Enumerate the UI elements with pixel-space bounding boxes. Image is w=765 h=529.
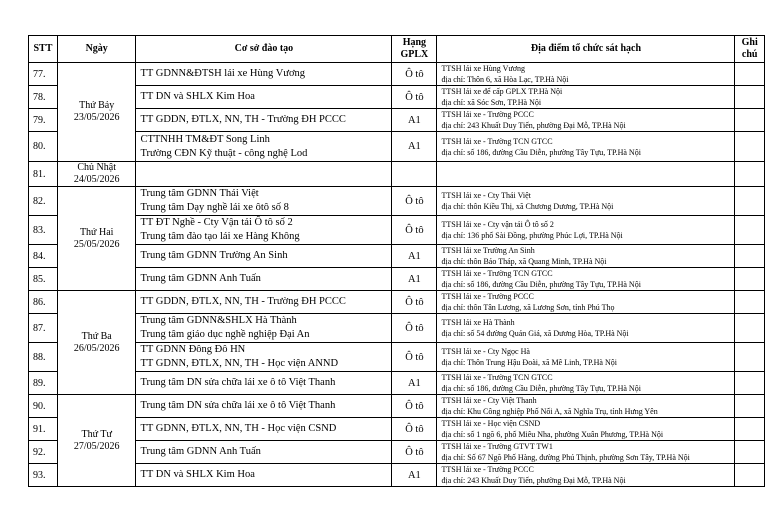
exam-location-cell xyxy=(437,268,735,291)
training-center-name: TT GDNN&ĐTSH lái xe Hùng Vương xyxy=(140,68,306,79)
row-number: 91. xyxy=(29,418,58,441)
table-row xyxy=(29,464,765,487)
note-cell xyxy=(735,86,765,109)
exam-location-cell xyxy=(437,109,735,132)
training-center-cell xyxy=(136,418,392,441)
exam-center-name: TTSH lái xe Hùng Vương xyxy=(441,64,525,73)
exam-location-cell xyxy=(437,245,735,268)
training-center-cell xyxy=(136,314,392,343)
training-center-cell xyxy=(136,291,392,314)
header-row xyxy=(29,36,765,63)
training-center-name: Trung tâm GDNN&SHLX Hà Thành xyxy=(140,315,297,326)
exam-center-name: TTSH lái xe - Trường TCN GTCC xyxy=(441,269,553,278)
exam-center-name: TTSH lái xe - Học viện CSND xyxy=(441,419,541,428)
training-center-name: TT GDNN Đông Đô HN xyxy=(140,344,246,355)
row-number: 81. xyxy=(29,162,58,187)
training-center-cell xyxy=(136,245,392,268)
row-number: 87. xyxy=(29,314,58,343)
note-cell xyxy=(735,245,765,268)
note-cell xyxy=(735,343,765,372)
license-class: Ô tô xyxy=(392,418,437,441)
row-number: 83. xyxy=(29,216,58,245)
exam-center-address: địa chỉ: thôn Tân Lương, xã Lương Sơn, tỉnh Phú Thọ xyxy=(441,303,615,312)
training-center-cell xyxy=(136,132,392,162)
training-center-name: Trung tâm GDNN Anh Tuấn xyxy=(140,446,261,457)
exam-date: 26/05/2026 xyxy=(73,342,120,354)
exam-location-cell xyxy=(437,86,735,109)
license-class: A1 xyxy=(392,109,437,132)
table-row xyxy=(29,291,765,314)
training-center-name: Trung tâm GDNN Trường An Sinh xyxy=(140,250,288,261)
exam-day-cell xyxy=(57,187,136,291)
row-number: 88. xyxy=(29,343,58,372)
exam-location-cell xyxy=(437,395,735,418)
exam-center-address: địa chỉ: số 54 đường Quán Giá, xã Dương Hòa, TP.Hà Nội xyxy=(441,329,629,338)
exam-center-address: địa chỉ: thôn Bảo Tháp, xã Quang Minh, TP.Hà Nội xyxy=(441,257,607,266)
license-class: Ô tô xyxy=(392,216,437,245)
training-center-cell xyxy=(136,63,392,86)
training-center-cell xyxy=(136,464,392,487)
exam-center-name: TTSH lái xe để cấp GPLX TP.Hà Nội xyxy=(441,87,563,96)
exam-center-address: địa chỉ: 243 Khuất Duy Tiến, phường Đại Mỗ, TP.Hà Nội xyxy=(441,476,626,485)
license-class: A1 xyxy=(392,372,437,395)
exam-center-name: TTSH lái xe - Trường TCN GTCC xyxy=(441,136,553,146)
training-center-cell xyxy=(136,268,392,291)
training-center-cell xyxy=(136,109,392,132)
table-row xyxy=(29,162,765,187)
exam-location-cell xyxy=(437,63,735,86)
exam-location-cell xyxy=(437,372,735,395)
note-cell xyxy=(735,132,765,162)
license-class: A1 xyxy=(392,268,437,291)
training-center-name: Trung tâm đào tạo lái xe Hàng Không xyxy=(140,231,300,242)
note-cell xyxy=(735,464,765,487)
exam-center-address: địa chỉ: Thôn 6, xã Hòa Lạc, TP.Hà Nội xyxy=(441,75,569,84)
exam-center-name: TTSH lái xe - Trường PCCC xyxy=(441,292,534,301)
table-row xyxy=(29,441,765,464)
license-class: A1 xyxy=(392,464,437,487)
row-number: 78. xyxy=(29,86,58,109)
training-center-name: Trung tâm GDNN Thái Việt xyxy=(140,188,259,199)
license-class: Ô tô xyxy=(392,395,437,418)
note-cell xyxy=(735,441,765,464)
exam-center-name: TTSH lái xe - Cty vận tải Ô tô số 2 xyxy=(441,220,554,229)
exam-center-name: TTSH lái xe - Cty Thái Việt xyxy=(441,191,531,200)
exam-center-address: địa chỉ: Số 67 Ngõ Phố Hàng, đường Phú Thịnh, phường Sơn Tây, TP.Hà Nội xyxy=(441,453,690,462)
table-row xyxy=(29,187,765,216)
table-row xyxy=(29,418,765,441)
row-number: 80. xyxy=(29,132,58,162)
training-center-name: Trung tâm Dạy nghề lái xe ôtô số 8 xyxy=(140,202,289,213)
training-center-cell xyxy=(136,86,392,109)
table-row xyxy=(29,63,765,86)
exam-weekday: Chủ Nhật xyxy=(77,162,116,173)
table-row xyxy=(29,314,765,343)
exam-center-name: TTSH lái xe - Trường PCCC xyxy=(441,110,534,119)
note-cell xyxy=(735,63,765,86)
table-row xyxy=(29,268,765,291)
exam-center-address: địa chỉ: 243 Khuất Duy Tiến, phường Đại Mỗ, TP.Hà Nội xyxy=(441,121,626,130)
exam-location-cell xyxy=(437,464,735,487)
row-number: 90. xyxy=(29,395,58,418)
exam-location-cell xyxy=(437,132,735,162)
training-center-name: Trung tâm GDNN Anh Tuấn xyxy=(140,273,261,284)
training-center-name: TT GDDN, ĐTLX, NN, TH - Trường ĐH PCCC xyxy=(140,114,346,125)
header-stt: STT xyxy=(29,36,58,63)
training-center-cell xyxy=(136,187,392,216)
header-training-center: Cơ sở đào tạo xyxy=(136,36,392,63)
exam-location-cell xyxy=(437,441,735,464)
header-date: Ngày xyxy=(57,36,136,63)
table-row xyxy=(29,86,765,109)
row-number: 85. xyxy=(29,268,58,291)
exam-center-address: địa chỉ: Khu Công nghiệp Phố Nối A, xã Nghĩa Trụ, tỉnh Hưng Yên xyxy=(441,407,658,416)
exam-day-cell xyxy=(57,63,136,162)
exam-center-address: địa chỉ: số 1 ngõ 6, phố Miêu Nha, phường Xuân Phương, TP.Hà Nội xyxy=(441,430,664,439)
training-center-cell xyxy=(136,372,392,395)
table-row xyxy=(29,343,765,372)
exam-weekday: Thứ Bảy xyxy=(79,100,115,111)
table-row xyxy=(29,109,765,132)
training-center-name: Trung tâm giáo dục nghề nghiệp Đại An xyxy=(140,329,310,340)
exam-day-cell xyxy=(57,395,136,487)
table-body xyxy=(29,63,765,487)
table-row xyxy=(29,216,765,245)
license-class: Ô tô xyxy=(392,343,437,372)
training-center-name: TT DN và SHLX Kim Hoa xyxy=(140,91,255,102)
license-class: A1 xyxy=(392,132,437,162)
exam-center-address: địa chỉ: số 186, đường Cầu Diễn, phường Tây Tựu, TP.Hà Nội xyxy=(441,280,641,289)
exam-date: 23/05/2026 xyxy=(73,112,120,123)
training-center-name: TT DN và SHLX Kim Hoa xyxy=(140,469,255,480)
exam-location-cell xyxy=(437,187,735,216)
note-cell xyxy=(735,372,765,395)
exam-center-address: địa chỉ: xã Sóc Sơn, TP.Hà Nội xyxy=(441,98,542,107)
note-cell xyxy=(735,162,765,187)
row-number: 84. xyxy=(29,245,58,268)
row-number: 82. xyxy=(29,187,58,216)
license-class xyxy=(392,162,437,187)
note-cell xyxy=(735,268,765,291)
training-center-name: TT ĐT Nghề - Cty Vận tải Ô tô số 2 xyxy=(140,217,293,228)
note-cell xyxy=(735,216,765,245)
license-class: Ô tô xyxy=(392,63,437,86)
training-center-name: TT GDDN, ĐTLX, NN, TH - Trường ĐH PCCC xyxy=(140,296,346,307)
row-number: 89. xyxy=(29,372,58,395)
training-center-name: Trường CĐN Kỹ thuật - công nghệ Lod xyxy=(140,147,308,159)
training-center-cell xyxy=(136,441,392,464)
license-class: A1 xyxy=(392,245,437,268)
header-license-class-line2: GPLX xyxy=(400,49,429,60)
exam-center-name: TTSH lái xe - Cty Việt Thanh xyxy=(441,396,537,405)
training-center-cell xyxy=(136,395,392,418)
note-cell xyxy=(735,187,765,216)
row-number: 79. xyxy=(29,109,58,132)
license-class: Ô tô xyxy=(392,86,437,109)
exam-day-cell xyxy=(57,162,136,187)
training-center-name: TT GDNN, ĐTLX, NN, TH - Học viện ANND xyxy=(140,358,339,369)
license-class: Ô tô xyxy=(392,187,437,216)
training-center-cell xyxy=(136,343,392,372)
exam-center-name: TTSH lái xe Trường An Sinh xyxy=(441,246,535,255)
exam-date: 25/05/2026 xyxy=(73,238,120,250)
exam-center-address: địa chỉ: 136 phố Sài Đồng, phường Phúc Lợi, TP.Hà Nội xyxy=(441,231,623,240)
exam-center-name: TTSH lái xe - Cty Ngọc Hà xyxy=(441,347,530,356)
exam-center-address: địa chỉ: thôn Kiều Thị, xã Chương Dương, TP.Hà Nội xyxy=(441,202,614,211)
exam-weekday: Thứ Ba xyxy=(81,330,112,342)
header-note xyxy=(735,36,765,63)
exam-day-cell xyxy=(57,291,136,395)
exam-center-address: địa chỉ: Thôn Trung Hậu Đoài, xã Mê Linh, TP.Hà Nội xyxy=(441,358,617,367)
row-number: 92. xyxy=(29,441,58,464)
table-row xyxy=(29,132,765,162)
header-note-line1: Ghi xyxy=(741,37,758,48)
note-cell xyxy=(735,291,765,314)
exam-location-cell xyxy=(437,343,735,372)
exam-center-name: TTSH lái xe - Trường GTVT TW1 xyxy=(441,442,553,451)
table-row xyxy=(29,245,765,268)
exam-center-address: địa chỉ: số 186, đường Cầu Diễn, phường Tây Tựu, TP.Hà Nội xyxy=(441,147,641,157)
note-cell xyxy=(735,395,765,418)
exam-location-cell xyxy=(437,418,735,441)
exam-center-name: TTSH lái xe - Trường TCN GTCC xyxy=(441,373,553,382)
license-class: Ô tô xyxy=(392,291,437,314)
exam-center-address: địa chỉ: số 186, đường Cầu Diễn, phường Tây Tựu, TP.Hà Nội xyxy=(441,384,641,393)
exam-weekday: Thứ Hai xyxy=(79,226,114,238)
exam-location-cell xyxy=(437,216,735,245)
note-cell xyxy=(735,109,765,132)
header-note-line2: chú xyxy=(741,49,758,60)
exam-center-name: TTSH lái xe - Trường PCCC xyxy=(441,465,534,474)
exam-location-cell xyxy=(437,291,735,314)
row-number: 93. xyxy=(29,464,58,487)
header-license-class xyxy=(392,36,437,63)
license-class: Ô tô xyxy=(392,441,437,464)
exam-location-cell xyxy=(437,314,735,343)
training-center-cell xyxy=(136,162,392,187)
note-cell xyxy=(735,314,765,343)
exam-weekday: Thứ Tư xyxy=(81,428,112,440)
exam-date: 24/05/2026 xyxy=(73,174,120,185)
table-row xyxy=(29,372,765,395)
header-exam-location: Địa điểm tổ chức sát hạch xyxy=(437,36,735,63)
exam-center-name: TTSH lái xe Hà Thành xyxy=(441,318,515,327)
license-class: Ô tô xyxy=(392,314,437,343)
header-license-class-line1: Hạng xyxy=(402,37,427,48)
exam-schedule-table xyxy=(28,35,765,487)
exam-location-cell xyxy=(437,162,735,187)
exam-date: 27/05/2026 xyxy=(73,440,120,452)
training-center-cell xyxy=(136,216,392,245)
training-center-name: Trung tâm DN sửa chữa lái xe ô tô Việt Thanh xyxy=(140,377,336,388)
training-center-name: TT GDNN, ĐTLX, NN, TH - Học viện CSND xyxy=(140,423,337,434)
note-cell xyxy=(735,418,765,441)
training-center-name: CTTNHH TM&ĐT Song Linh xyxy=(140,133,270,145)
row-number: 86. xyxy=(29,291,58,314)
table-row xyxy=(29,395,765,418)
row-number: 77. xyxy=(29,63,58,86)
training-center-name: Trung tâm DN sửa chữa lái xe ô tô Việt Thanh xyxy=(140,400,336,411)
